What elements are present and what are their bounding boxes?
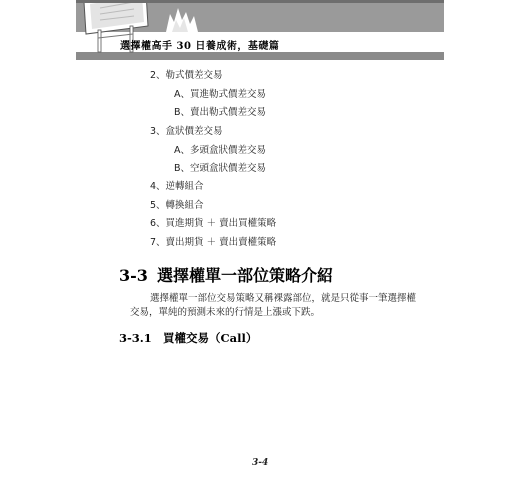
list-item: A、買進勒式價差交易: [174, 89, 266, 100]
section-heading: [119, 263, 333, 286]
list-item: 7、賣出期貨 ＋ 賣出賣權策略: [150, 237, 277, 248]
list-item: 4、逆轉組合: [150, 181, 204, 192]
list-item: 3、盒狀價差交易: [150, 126, 223, 137]
list-item: 6、買進期貨 ＋ 賣出買權策略: [150, 218, 277, 229]
subsection-number: 3-3.1: [119, 331, 152, 345]
list-item: 2、勒式價差交易: [150, 70, 223, 81]
header-title: 選擇權高手 30 日養成術，基礎篇: [120, 41, 280, 52]
section-number: 3-3: [119, 266, 148, 285]
page-header: [76, 0, 444, 60]
list-item: A、多頭盒狀價差交易: [174, 145, 266, 156]
paragraph-line: 交易，單純的預測未來的行情是上漲或下跌。: [130, 307, 321, 318]
list-item: 5、轉換組合: [150, 200, 204, 211]
subsection-heading: [119, 330, 257, 346]
list-item: B、賣出勒式價差交易: [174, 107, 267, 118]
subsection-title-text: 買權交易（Call）: [163, 331, 258, 345]
page-number: 3-4: [252, 458, 269, 468]
section-title-text: 選擇權單一部位策略介紹: [157, 266, 334, 285]
list-item: B、空頭盒狀價差交易: [174, 163, 267, 174]
paragraph-line: 選擇權單一部位交易策略又稱裸露部位，就是只從事一筆選擇權: [150, 293, 417, 304]
